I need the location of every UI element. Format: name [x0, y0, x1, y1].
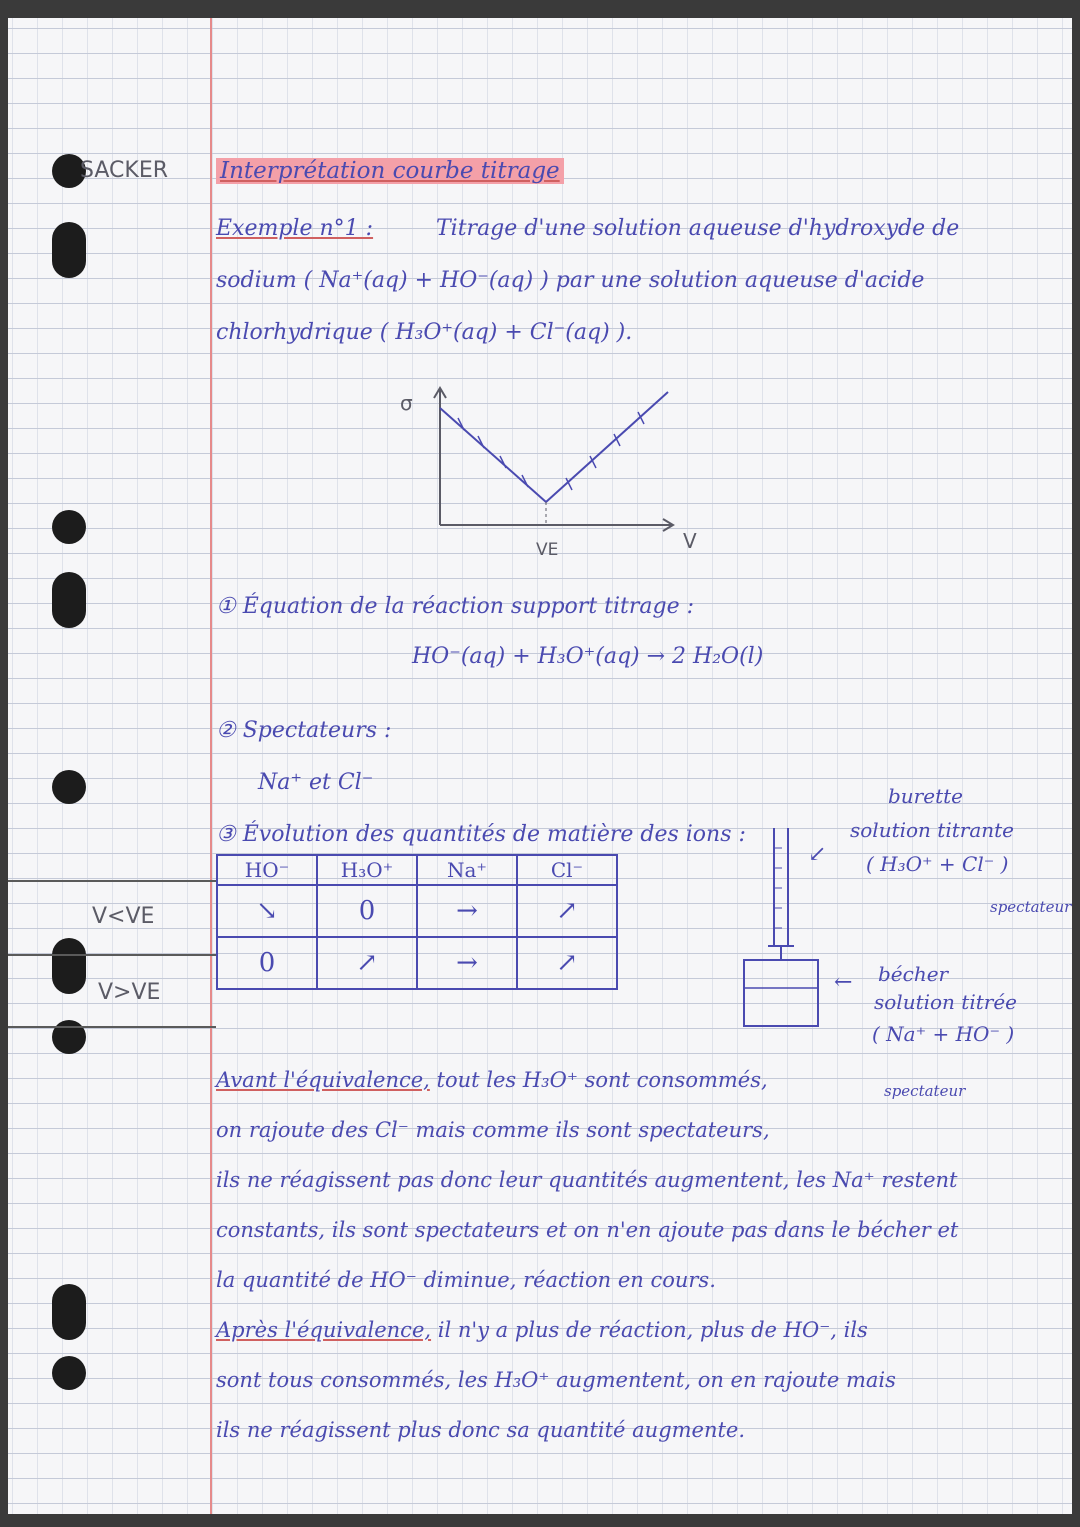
- binder-hole: [52, 1356, 86, 1390]
- binder-hole: [52, 770, 86, 804]
- table-divider: [8, 1026, 216, 1028]
- becher-label: solution titrée: [874, 990, 1017, 1014]
- arrow-icon: ←: [834, 970, 853, 995]
- becher-label: ( Na⁺ + HO⁻ ): [872, 1022, 1015, 1046]
- intro-line: Titrage d'une solution aqueuse d'hydroxyde de: [436, 216, 960, 241]
- arrow-icon: ↙: [808, 842, 827, 867]
- table-cell: ↘: [217, 885, 317, 937]
- binder-hole: [52, 572, 86, 628]
- titration-graph: [378, 370, 718, 570]
- binder-hole: [52, 222, 86, 278]
- before-line: ils ne réagissent pas donc leur quantités augmentent, les Na⁺ restent: [216, 1168, 958, 1192]
- example-label: Exemple n°1 :: [216, 216, 374, 241]
- curve-branch-decreasing: [440, 408, 546, 502]
- table-row: [217, 937, 617, 989]
- header-cell: Cl⁻: [517, 855, 617, 885]
- burette-label: ( H₃O⁺ + Cl⁻ ): [866, 852, 1009, 876]
- after-heading: Après l'équivalence,: [216, 1318, 432, 1342]
- margin-line: [210, 18, 212, 1514]
- table-cell: ↗: [517, 937, 617, 989]
- equivalence-volume-label: VE: [536, 540, 559, 560]
- after-line: ils ne réagissent plus donc sa quantité augmente.: [216, 1418, 746, 1442]
- curve-branch-increasing: [546, 392, 668, 502]
- before-line: tout les H₃O⁺ sont consommés,: [436, 1068, 768, 1092]
- section2-title: ② Spectateurs :: [216, 718, 392, 743]
- section1-title: ① Équation de la réaction support titrage :: [216, 594, 695, 619]
- table-header-row: [217, 855, 617, 885]
- row-label-after: V>VE: [98, 980, 161, 1005]
- header-cell: H₃O⁺: [317, 855, 417, 885]
- table-row: [217, 885, 617, 937]
- burette-label: burette: [888, 784, 963, 808]
- section3-title: ③ Évolution des quantités de matière des ions :: [216, 822, 746, 847]
- x-axis-label: V: [683, 529, 697, 553]
- after-line: il n'y a plus de réaction, plus de HO⁻, ils: [437, 1318, 868, 1342]
- table-divider: [8, 954, 216, 956]
- burette-label: solution titrante: [850, 818, 1015, 842]
- notebook-page: [8, 18, 1072, 1514]
- before-line: on rajoute des Cl⁻ mais comme ils sont spectateurs,: [216, 1118, 770, 1142]
- becher-note: spectateur: [884, 1082, 966, 1100]
- before-heading: Avant l'équivalence,: [216, 1068, 430, 1092]
- reaction-equation: HO⁻(aq) + H₃O⁺(aq) → 2 H₂O(l): [412, 644, 764, 669]
- table-cell: →: [417, 937, 517, 989]
- corner-label: SACKER: [80, 158, 169, 183]
- burette-note: spectateur: [990, 898, 1072, 916]
- table-divider: [8, 880, 216, 882]
- table-cell: 0: [317, 885, 417, 937]
- table-cell: 0: [217, 937, 317, 989]
- table-cell: →: [417, 885, 517, 937]
- y-axis-label: σ: [400, 391, 413, 415]
- header-cell: Na⁺: [417, 855, 517, 885]
- binder-hole: [52, 510, 86, 544]
- intro-line: chlorhydrique ( H₃O⁺(aq) + Cl⁻(aq) ).: [216, 320, 633, 345]
- after-paragraph-first: [216, 1318, 868, 1342]
- before-paragraph-first: [216, 1068, 768, 1092]
- before-line: constants, ils sont spectateurs et on n'en ajoute pas dans le bécher et: [216, 1218, 959, 1242]
- becher-label: bécher: [878, 962, 949, 986]
- header-cell: HO⁻: [217, 855, 317, 885]
- spectator-ions: Na⁺ et Cl⁻: [258, 770, 374, 795]
- before-line: la quantité de HO⁻ diminue, réaction en cours.: [216, 1268, 716, 1292]
- becher-icon: [744, 960, 818, 1026]
- ion-evolution-table: [216, 854, 618, 990]
- table-cell: ↗: [317, 937, 417, 989]
- intro-line: sodium ( Na⁺(aq) + HO⁻(aq) ) par une solution aqueuse d'acide: [216, 268, 925, 293]
- row-label-before: V<VE: [92, 904, 155, 929]
- table-cell: ↗: [517, 885, 617, 937]
- binder-hole: [52, 938, 86, 994]
- page-title: Interprétation courbe titrage: [216, 158, 564, 184]
- binder-hole: [52, 1284, 86, 1340]
- after-line: sont tous consommés, les H₃O⁺ augmentent, on en rajoute mais: [216, 1368, 896, 1392]
